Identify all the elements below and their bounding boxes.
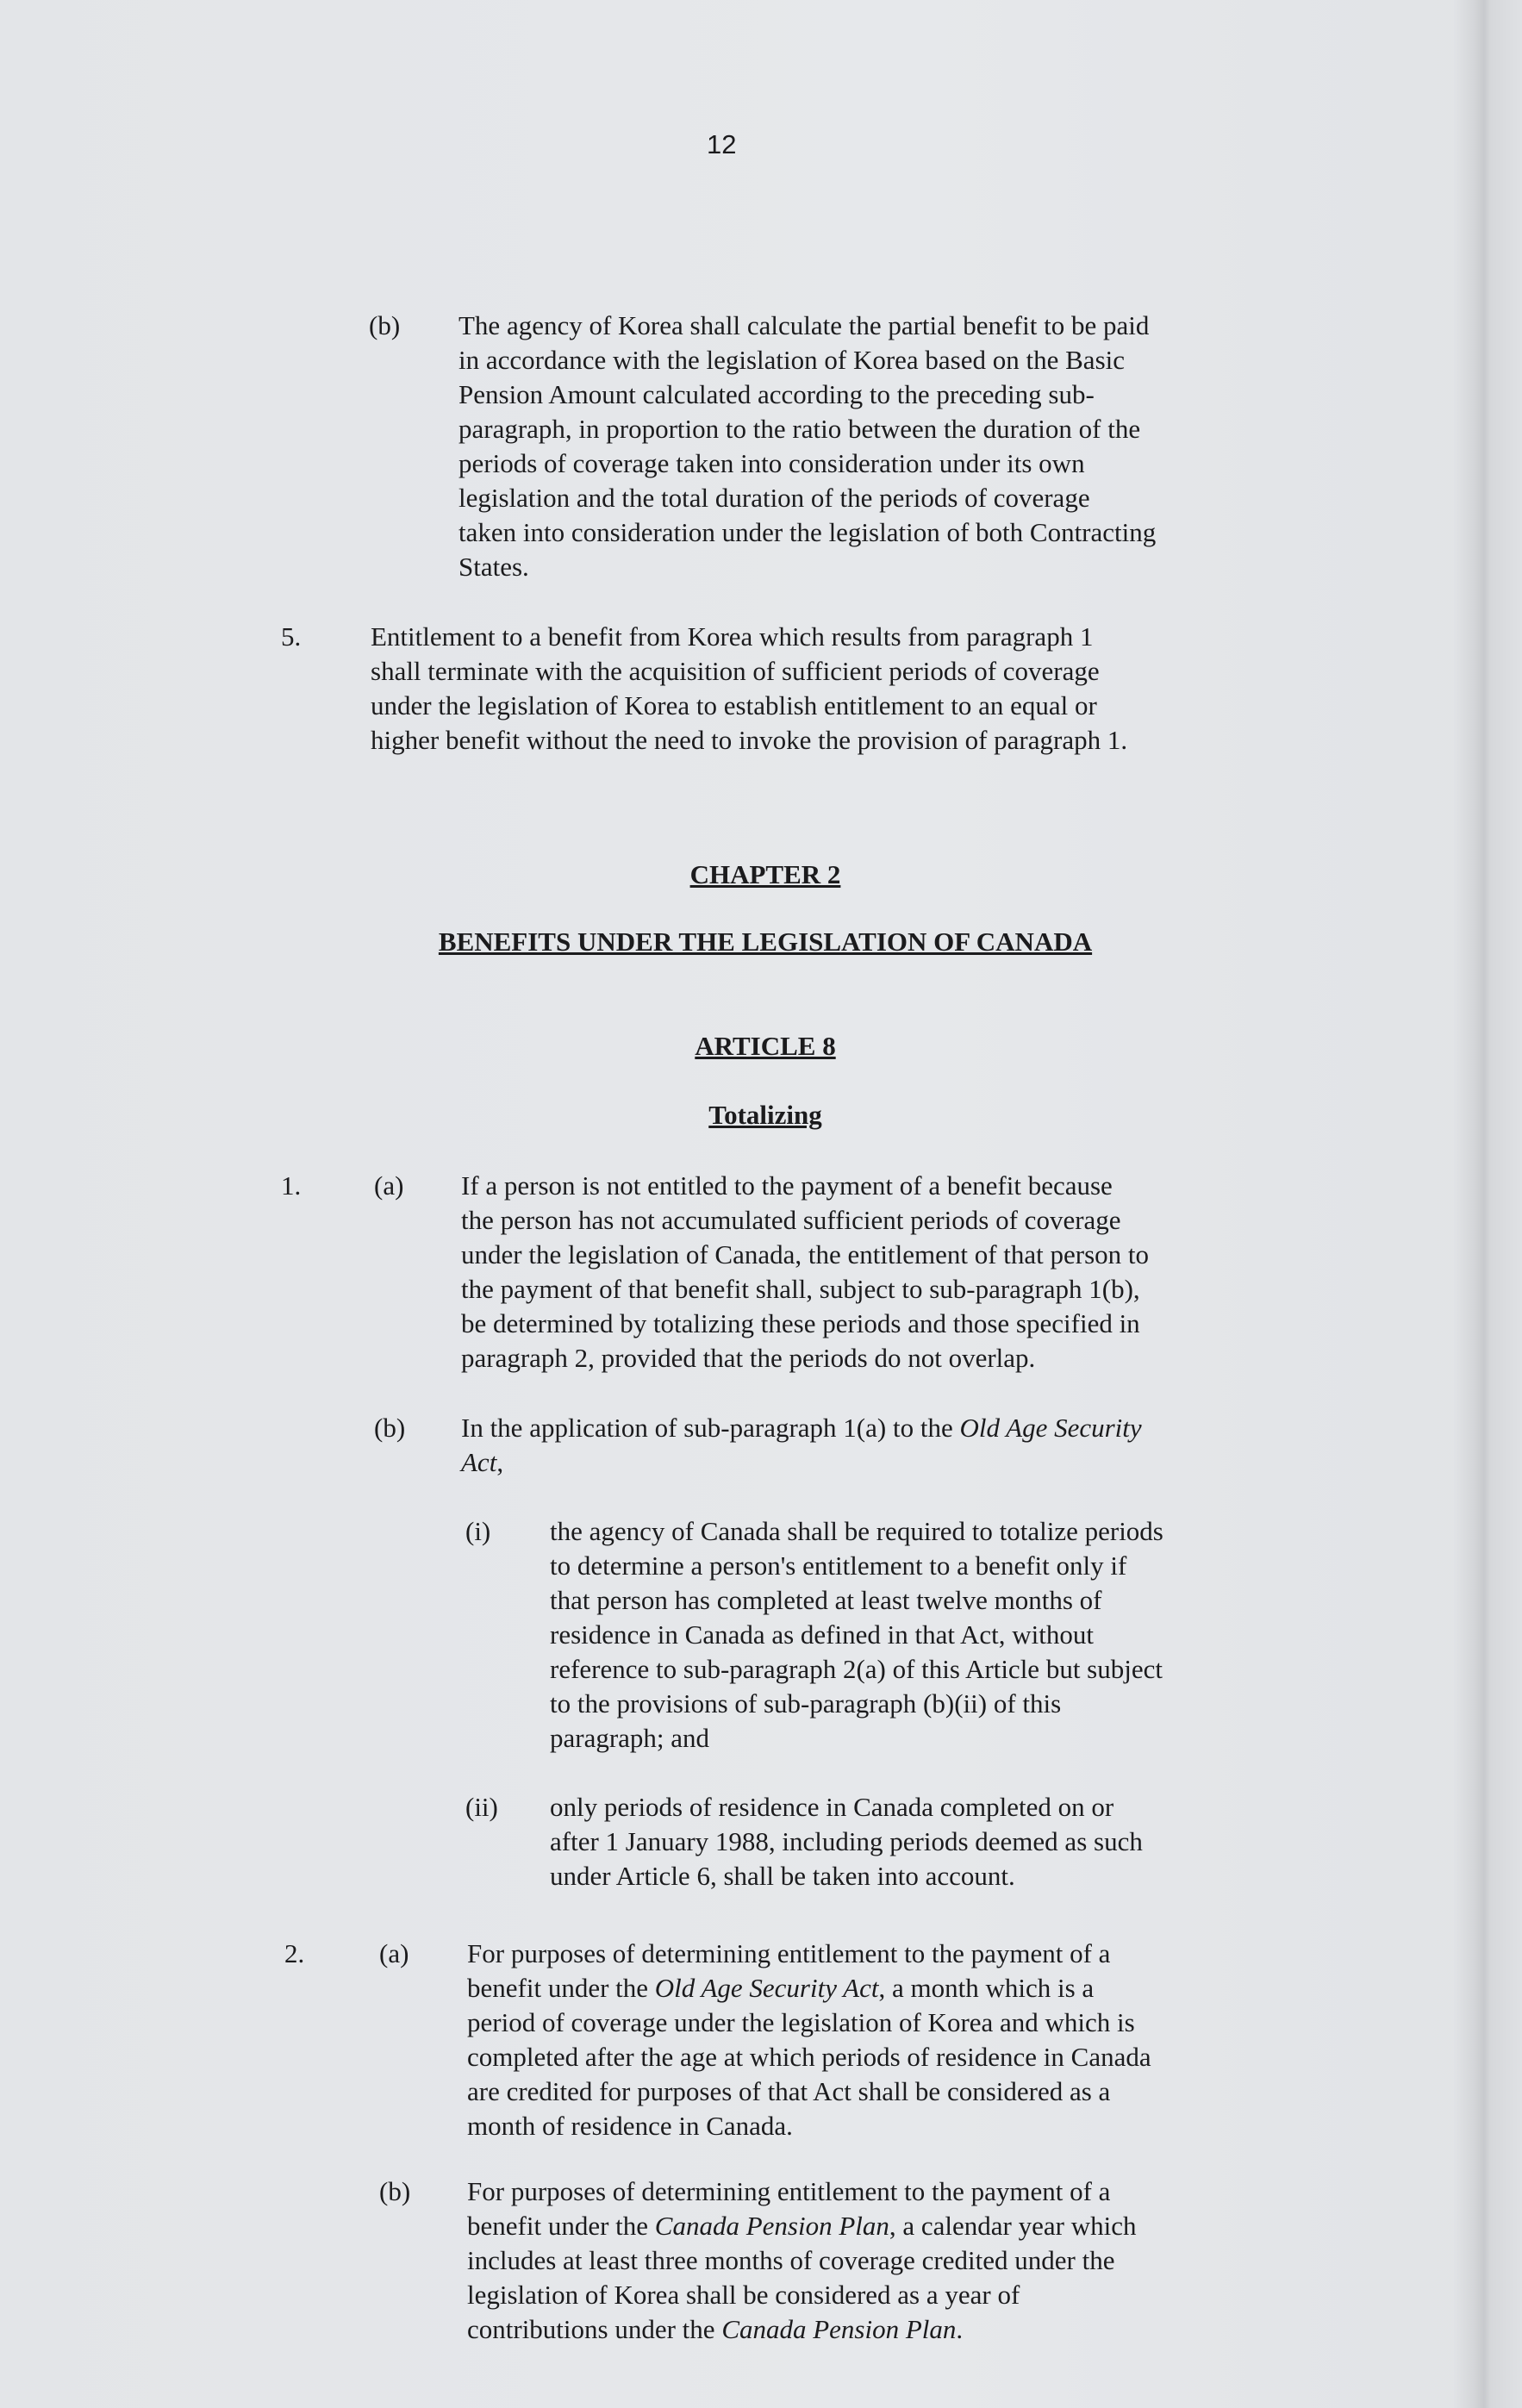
p1b-text-part1: In the application of sub-paragraph 1(a) to the <box>461 1413 960 1443</box>
sec5-label: 5. <box>281 621 302 652</box>
p1a-text: If a person is not entitled to the payment of a benefit because the person has not accumulated sufficient periods of coverage under the legislation of Canada, the entitlement of that person to the payment of that benefit shall, subject to sub-paragraph 1(b), be determined by totalizing these periods and those specified in paragraph 2, provided that the periods do not overlap. <box>461 1170 1150 1373</box>
p2a-text-part2: , a month which is a period of coverage under the legislation of Korea and which is completed after the age at which periods of residence in Canada are credited for purposes of that Act shall be considered as a month of residence in Canada. <box>467 1973 1151 2141</box>
article-heading: ARTICLE 8 <box>695 1031 836 1061</box>
sec5-text: Entitlement to a benefit from Korea which results from paragraph 1 shall terminate with the acquisition of sufficient periods of coverage under the legislation of Korea to establish entitlement to an equal or higher benefit without the need to invoke the provision of paragraph 1. <box>371 621 1128 755</box>
article-title: Totalizing <box>708 1100 822 1130</box>
p1b-i-label: (i) <box>465 1516 491 1546</box>
p2a-text-part1: For purposes of determining entitlement to the payment of a benefit under the <box>467 1938 1111 2003</box>
p1b-text-part2: , <box>496 1447 504 1477</box>
sec4b-text: The agency of Korea shall calculate the partial benefit to be paid in accordance with the legislation of Korea based on the Basic Pension Amount calculated according to the preceding sub- paragraph, in proportion to the ratio between the duration of the periods of coverage taken into consideration under its own legislation and the total duration of the periods of coverage taken into consideration under the legislation of both Contracting States. <box>458 310 1157 582</box>
p2b-text-italic: Canada Pension Plan <box>654 2211 889 2241</box>
p2b-text-part1: For purposes of determining entitlement to the payment of a benefit under the <box>467 2176 1111 2241</box>
p1b-i-text: the agency of Canada shall be required to totalize periods to determine a person's entitlement to a benefit only if that person has completed at least twelve months of residence in Canada as defined in that Act, without reference to sub-paragraph 2(a) of this Article but subject to the provisions of sub-paragraph (b)(ii) of this paragraph; and <box>550 1516 1163 1753</box>
p2b-label: (b) <box>379 2176 411 2206</box>
p2b-text-part2: , a calendar year which includes at least three months of coverage credited under the legislation of Korea shall be considered as a year of contributions under the <box>467 2211 1137 2344</box>
p1a-label: (a) <box>374 1170 404 1201</box>
p1b-text-italic: Old Age Security <box>959 1413 1142 1443</box>
p1b-label: (b) <box>374 1413 406 1443</box>
p1b-ii-text: only periods of residence in Canada completed on or after 1 January 1988, including periods deemed as such under Article 6, shall be taken into account. <box>550 1792 1143 1891</box>
page-number: 12 <box>707 129 737 159</box>
p2-label: 2. <box>284 1938 305 1968</box>
p2a-label: (a) <box>379 1938 409 1968</box>
p2a-text-italic: Old Age Security Act <box>654 1973 879 2003</box>
p2a-text <box>467 1937 1312 2143</box>
page-edge-shadow <box>1453 0 1522 2408</box>
p1-label: 1. <box>281 1170 302 1201</box>
p2b-text <box>467 2174 1312 2347</box>
p2b-text-part3: . <box>956 2314 964 2344</box>
chapter-heading: CHAPTER 2 <box>689 859 841 889</box>
sec4b-label: (b) <box>369 310 401 340</box>
p1b-text-italic-2: Act <box>461 1447 497 1477</box>
p1b-text <box>461 1411 1306 1480</box>
p2b-text-italic-2: Canada Pension Plan <box>721 2314 957 2344</box>
p1b-ii-label: (ii) <box>465 1792 498 1822</box>
chapter-title: BENEFITS UNDER THE LEGISLATION OF CANADA <box>438 926 1093 957</box>
